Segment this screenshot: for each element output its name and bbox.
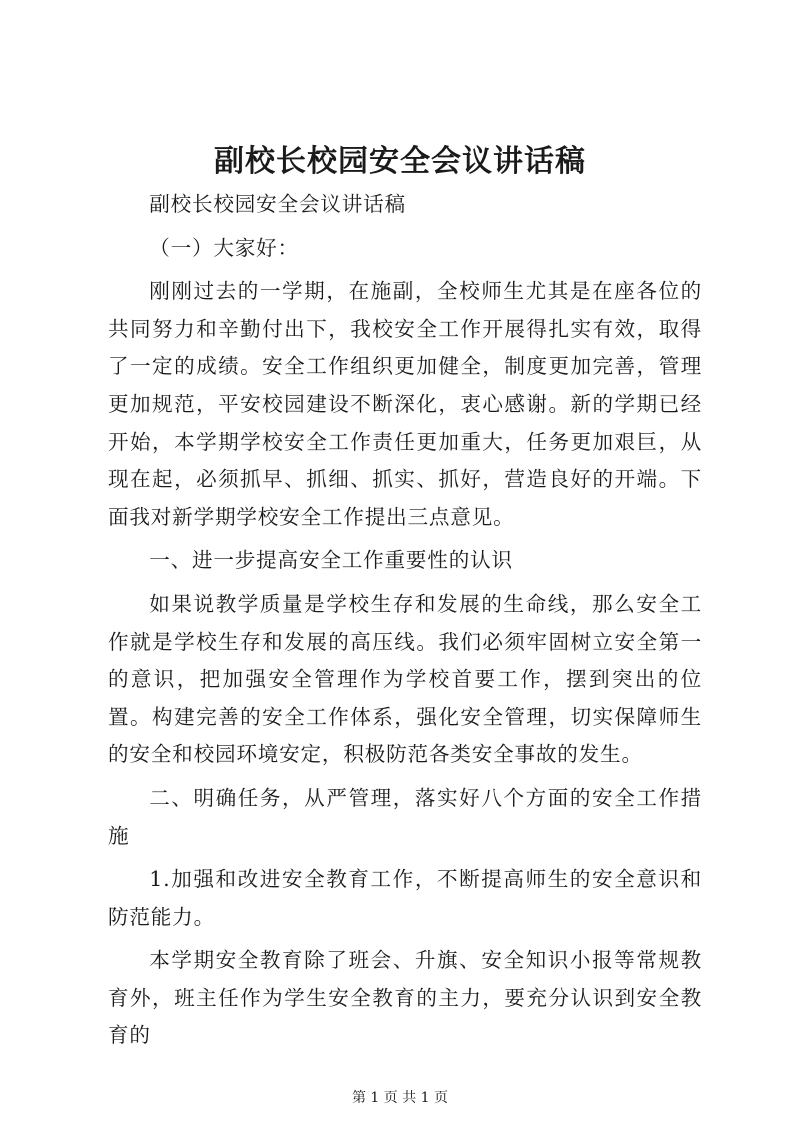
paragraph-subtitle: 副校长校园安全会议讲话稿: [149, 192, 406, 216]
paragraph-intro: 刚刚过去的一学期，在施副，全校师生尤其是在座各位的共同努力和辛勤付出下，我校安全工作开展得扎实有效，取得了一定的成绩。安全工作组织更加健全，制度更加完善，管理更加规范，平安校园建设不断深化，衷心感谢。新的学期已经开始，本学期学校安全工作责任更加重大，任务更加艰巨，从现在起，必须抓早、抓细、抓实、抓好，营造良好的开端。下面我对新学期学校安全工作提出三点意见。: [108, 279, 702, 529]
paragraph-item-one: 1.加强和改进安全教育工作，不断提高师生的安全意识和防范能力。: [108, 867, 702, 929]
document-title: 副校长校园安全会议讲话稿: [214, 144, 586, 179]
page-number: 第 1 页 共 1 页: [351, 1090, 449, 1106]
heading-section-two: 二、明确任务，从严管理，落实好八个方面的安全工作措施: [108, 785, 702, 848]
document-body: [108, 186, 702, 1055]
heading-section-one: 一、进一步提高安全工作重要性的认识: [149, 548, 513, 573]
paragraph-education: 本学期安全教育除了班会、升旗、安全知识小报等常规教育外，班主任作为学生安全教育的主力，要充分认识到安全教育的: [108, 948, 702, 1048]
paragraph-section-one: 如果说教学质量是学校生存和发展的生命线，那么安全工作就是学校生存和发展的高压线。我们必须牢固树立安全第一的意识，把加强安全管理作为学校首要工作，摆到突出的位置。构建完善的安全工作体系，强化安全管理，切实保障师生的安全和校园环境安定，积极防范各类安全事故的发生。: [108, 591, 702, 767]
paragraph-greeting: （一）大家好：: [149, 235, 299, 260]
